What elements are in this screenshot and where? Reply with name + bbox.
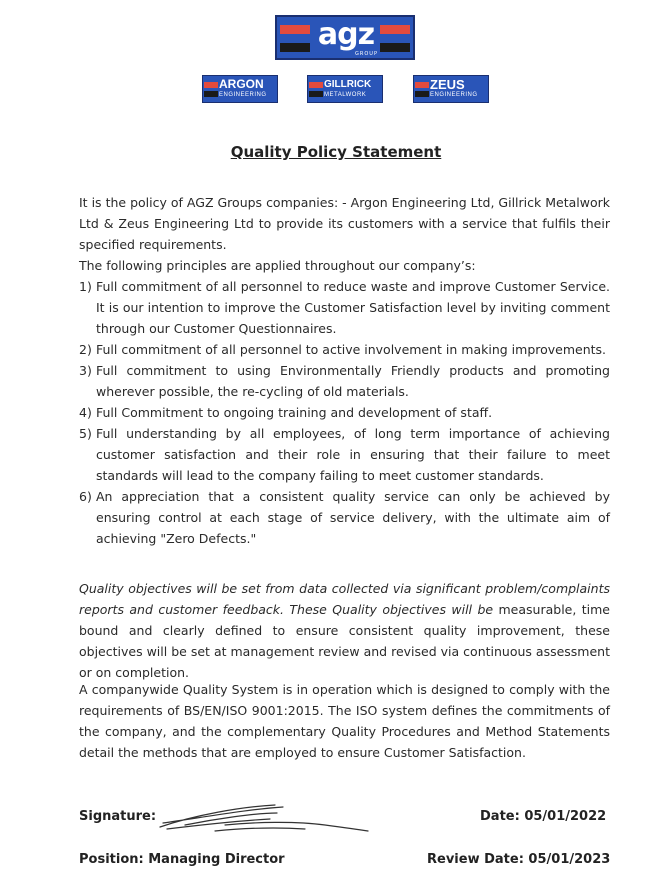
list-number: 1) [79,279,92,294]
logo-red-bar [280,25,310,34]
logo-red-bar [415,82,429,88]
review-date: Review Date: 05/01/2023 [427,852,611,867]
logo-red-bar [309,82,323,88]
principles-list [79,276,610,549]
argon-engineering-logo [202,75,278,103]
list-text: Full commitment to using Environmentally Friendly products and promoting wherever possible, the re-cycling of old materials. [96,363,610,399]
list-item [79,276,610,339]
list-text: Full understanding by all employees, of long term importance of achieving customer satisfaction and their role in ensuring that their failure to meet standards will lead to the company failing to meet customer standards. [96,426,610,483]
handwritten-signature [155,795,370,840]
policy-body [79,192,610,549]
quality-system-paragraph [79,679,610,763]
principles-intro: The following principles are applied throughout our company’s: [79,258,476,273]
logo-subtitle: ENGINEERING [430,92,478,98]
list-text: Full commitment of all personnel to active involvement in making improvements. [96,342,607,357]
list-number: 2) [79,342,92,357]
logo-black-bar [380,43,410,52]
position-label: Position: Managing Director [79,852,285,867]
logo-red-bar [204,82,218,88]
list-item [79,339,610,360]
intro-paragraph: It is the policy of AGZ Groups companies: - Argon Engineering Ltd, Gillrick Metalwork Ltd & Zeus Engineering Ltd to provide its customers with a service that fulfils their specified requirements. [79,195,610,252]
list-item [79,402,610,423]
list-text: Full commitment of all personnel to reduce waste and improve Customer Service. It is our intention to improve the Customer Satisfaction level by inviting comment through our Customer Questionnaires. [96,279,610,336]
zeus-engineering-logo [413,75,489,103]
list-item [79,423,610,486]
list-text: An appreciation that a consistent quality service can only be achieved by ensuring control at each stage of service delivery, with the ultimate aim of achieving "Zero Defects." [96,489,610,546]
list-text: Full Commitment to ongoing training and development of staff. [96,405,493,420]
list-number: 6) [79,489,92,504]
signature-date: Date: 05/01/2022 [480,809,607,824]
signature-label: Signature: [79,809,157,824]
logo-wordmark: agz [317,17,375,52]
quality-system-text: A companywide Quality System is in operation which is designed to comply with the requirements of BS/EN/ISO 9001:2015. The ISO system defines the commitments of the company, and the complementary Quality Procedures and Method Statements detail the methods that are employed to ensure Customer Satisfaction. [79,682,610,760]
logo-name: ARGON [219,77,264,91]
list-item [79,486,610,549]
logo-black-bar [415,91,429,97]
logo-subtitle: GROUP [355,51,378,57]
logo-subtitle: ENGINEERING [219,92,267,98]
list-number: 3) [79,363,92,378]
logo-black-bar [280,43,310,52]
logo-name: ZEUS [430,77,465,92]
list-item [79,360,610,402]
objectives-text: measurable, time bound and clearly defined to ensure consistent quality improvement, these objectives will be set at management review and revised via continuous assessment or on completion. [79,602,610,680]
document-title: Quality Policy Statement [230,143,442,161]
agz-group-logo [275,15,415,60]
logo-subtitle: METALWORK [324,92,367,98]
list-number: 4) [79,405,92,420]
gillrick-metalwork-logo [307,75,383,103]
objectives-italic: Quality objectives will be set from data collected via significant problem/complaints reports and customer feedback. These Quality objectives will be [79,581,610,617]
logo-name: GILLRICK [324,79,372,90]
logo-red-bar [380,25,410,34]
logo-black-bar [204,91,218,97]
list-number: 5) [79,426,92,441]
objectives-paragraph [79,578,610,683]
logo-black-bar [309,91,323,97]
